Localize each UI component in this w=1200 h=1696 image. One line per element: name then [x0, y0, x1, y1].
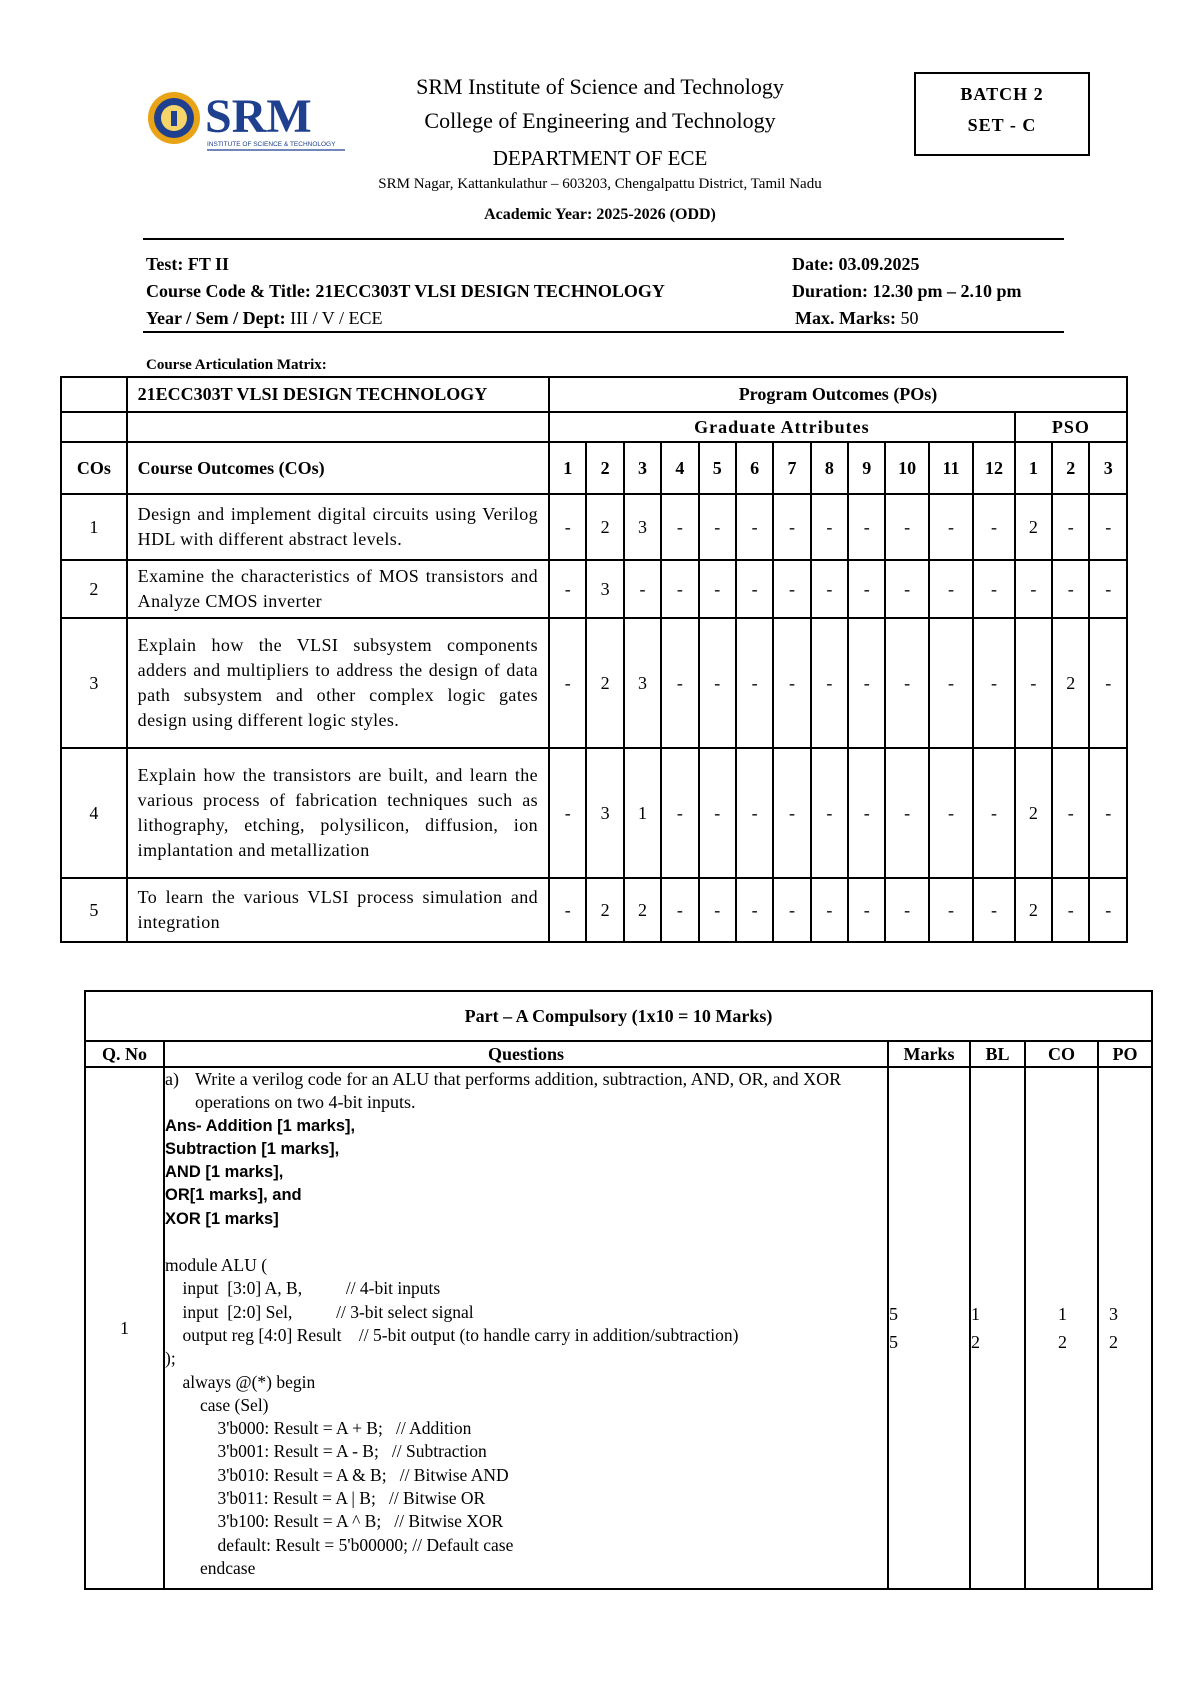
mapping-value: -: [973, 878, 1014, 942]
course-outcome-text: To learn the various VLSI process simulation and integration: [127, 878, 549, 942]
department-name: DEPARTMENT OF ECE: [492, 146, 708, 170]
mapping-value: -: [773, 494, 810, 560]
logo-subtext: INSTITUTE OF SCIENCE & TECHNOLOGY: [207, 141, 336, 148]
pso-header: PSO: [1015, 412, 1127, 442]
mapping-value: 2: [586, 618, 623, 748]
year-info: Year / Sem / Dept: III / V / ECE: [146, 308, 383, 328]
mapping-value: 1: [624, 748, 661, 878]
mapping-value: -: [973, 618, 1014, 748]
pso-number: 3: [1089, 442, 1127, 494]
duration-info: Duration: 12.30 pm – 2.10 pm: [792, 281, 1022, 301]
mapping-value: -: [811, 560, 848, 618]
mapping-value: -: [885, 560, 928, 618]
academic-year: Academic Year: 2025-2026 (ODD): [484, 206, 716, 223]
code-line: input [3:0] A, B, // 4-bit inputs: [165, 1278, 441, 1299]
answer-line: Ans- Addition [1 marks],: [165, 1116, 356, 1135]
set-label: SET - C: [967, 115, 1037, 135]
code-line: input [2:0] Sel, // 3-bit select signal: [165, 1301, 474, 1322]
mapping-value: -: [885, 878, 928, 942]
mapping-value: -: [973, 560, 1014, 618]
mapping-value: -: [773, 878, 810, 942]
mapping-value: -: [699, 560, 736, 618]
mapping-value: -: [699, 618, 736, 748]
co-value: 2: [1058, 1332, 1067, 1352]
question-body: [164, 1067, 888, 1589]
mapping-value: -: [736, 560, 773, 618]
course-value: 21ECC303T VLSI DESIGN TECHNOLOGY: [315, 281, 665, 301]
mapping-value: -: [624, 560, 661, 618]
mapping-value: -: [929, 560, 973, 618]
course-outcome-text: Examine the characteristics of MOS transistors and Analyze CMOS inverter: [127, 560, 549, 618]
matrix-row: [61, 494, 1127, 560]
co-number: 1: [61, 494, 127, 560]
outcomes-header: Course Outcomes (COs): [127, 442, 549, 494]
pso-number: 2: [1052, 442, 1089, 494]
answer-key: [165, 1115, 887, 1231]
mapping-value: -: [549, 560, 586, 618]
marks-info: Max. Marks: 50: [795, 308, 919, 328]
course-outcome-text: Design and implement digital circuits using Verilog HDL with different abstract levels.: [127, 494, 549, 560]
question-row: [85, 1067, 1152, 1589]
code-line: 3'b001: Result = A - B; // Subtraction: [165, 1441, 487, 1462]
po-number: 10: [885, 442, 928, 494]
mapping-value: -: [848, 618, 885, 748]
mapping-value: -: [661, 878, 698, 942]
mapping-value: -: [1052, 494, 1089, 560]
bl-value: 1: [971, 1304, 980, 1324]
mapping-value: -: [848, 560, 885, 618]
po-number: 3: [624, 442, 661, 494]
code-line: default: Result = 5'b00000; // Default case: [165, 1534, 514, 1555]
po-number: 2: [586, 442, 623, 494]
mapping-value: -: [885, 748, 928, 878]
mapping-value: -: [699, 748, 736, 878]
mapping-value: 2: [1015, 494, 1052, 560]
mapping-value: -: [1089, 748, 1127, 878]
question-bl: [970, 1067, 1025, 1589]
mapping-value: -: [973, 748, 1014, 878]
mapping-value: -: [811, 494, 848, 560]
question-marks: [888, 1067, 970, 1589]
matrix-course-title: 21ECC303T VLSI DESIGN TECHNOLOGY: [127, 377, 549, 412]
po-number: 4: [661, 442, 698, 494]
mapping-value: -: [736, 878, 773, 942]
mapping-value: -: [1052, 748, 1089, 878]
bl-header: BL: [970, 1041, 1025, 1067]
mapping-value: -: [661, 494, 698, 560]
mapping-value: -: [736, 494, 773, 560]
mapping-value: -: [1052, 560, 1089, 618]
divider-top: [143, 238, 1064, 240]
code-line: 3'b000: Result = A + B; // Addition: [165, 1418, 472, 1439]
part-a-table: [84, 990, 1153, 1590]
mapping-value: -: [1052, 878, 1089, 942]
course-outcome-text: Explain how the transistors are built, and learn the various process of fabrication techniques such as lithography, etching, polysilicon, diffusion, ion implantation and metallization: [127, 748, 549, 878]
mapping-value: -: [1089, 618, 1127, 748]
cos-header: COs: [61, 442, 127, 494]
mapping-value: -: [549, 618, 586, 748]
code-line: 3'b011: Result = A | B; // Bitwise OR: [165, 1488, 486, 1509]
test-value: FT II: [187, 254, 230, 274]
mapping-value: -: [1015, 618, 1052, 748]
po-number: 12: [973, 442, 1014, 494]
co-number: 3: [61, 618, 127, 748]
course-info: Course Code & Title: 21ECC303T VLSI DESIGN TECHNOLOGY: [146, 281, 665, 301]
qno-header: Q. No: [85, 1041, 164, 1067]
graduate-attributes-header: Graduate Attributes: [549, 412, 1015, 442]
code-line: always @(*) begin: [165, 1371, 316, 1392]
questions-header: Questions: [164, 1041, 888, 1067]
divider-bottom: [143, 331, 1064, 333]
code-line: endcase: [165, 1557, 256, 1578]
mapping-value: -: [1015, 560, 1052, 618]
duration-value: 12.30 pm – 2.10 pm: [872, 281, 1022, 301]
co-header: CO: [1025, 1041, 1098, 1067]
mapping-value: -: [1089, 494, 1127, 560]
answer-line: AND [1 marks],: [165, 1163, 284, 1182]
question-number: 1: [85, 1067, 164, 1589]
program-outcomes-header: Program Outcomes (POs): [549, 377, 1127, 412]
mapping-value: -: [811, 878, 848, 942]
mapping-value: -: [848, 748, 885, 878]
po-number: 7: [773, 442, 810, 494]
question-prompt: Write a verilog code for an ALU that performs addition, subtraction, AND, OR, and XOR operations on two 4-bit inputs.: [195, 1069, 842, 1113]
mapping-value: 2: [586, 494, 623, 560]
mapping-value: 3: [586, 748, 623, 878]
verilog-code: [165, 1254, 887, 1580]
po-number: 1: [549, 442, 586, 494]
mapping-value: -: [661, 748, 698, 878]
course-outcome-text: Explain how the VLSI subsystem components adders and multipliers to address the design of data path subsystem and other complex logic gates design using different logic styles.: [127, 618, 549, 748]
mapping-value: 2: [1015, 748, 1052, 878]
answer-line: XOR [1 marks]: [165, 1209, 279, 1228]
mapping-value: -: [549, 494, 586, 560]
mapping-value: -: [699, 494, 736, 560]
matrix-row: [61, 878, 1127, 942]
marks-value: 5: [889, 1304, 898, 1324]
year-value: III / V / ECE: [290, 308, 383, 328]
bl-value: 2: [971, 1332, 980, 1352]
mapping-value: -: [929, 878, 973, 942]
po-number: 9: [848, 442, 885, 494]
marks-value: 5: [889, 1332, 898, 1352]
mapping-value: -: [1089, 878, 1127, 942]
course-articulation-matrix: [60, 376, 1128, 943]
mapping-value: -: [661, 560, 698, 618]
mapping-value: -: [885, 618, 928, 748]
part-a-title: Part – A Compulsory (1x10 = 10 Marks): [85, 991, 1152, 1041]
mapping-value: -: [549, 748, 586, 878]
test-info: Test: FT II: [146, 254, 230, 274]
mapping-value: 2: [586, 878, 623, 942]
matrix-caption: Course Articulation Matrix:: [146, 357, 327, 373]
batch-box: [914, 72, 1090, 156]
mapping-value: 3: [624, 494, 661, 560]
mapping-value: -: [549, 878, 586, 942]
mapping-value: -: [929, 494, 973, 560]
code-line: 3'b100: Result = A ^ B; // Bitwise XOR: [165, 1511, 504, 1532]
mapping-value: -: [848, 878, 885, 942]
po-value: 2: [1109, 1332, 1118, 1352]
mapping-value: -: [736, 748, 773, 878]
mapping-value: -: [699, 878, 736, 942]
mapping-value: 2: [1052, 618, 1089, 748]
college-name: College of Engineering and Technology: [424, 108, 776, 133]
mapping-value: -: [848, 494, 885, 560]
date-info: Date: 03.09.2025: [792, 254, 920, 274]
po-number: 11: [929, 442, 973, 494]
co-number: 2: [61, 560, 127, 618]
date-value: 03.09.2025: [838, 254, 920, 274]
answer-line: OR[1 marks], and: [165, 1186, 302, 1205]
mapping-value: -: [773, 560, 810, 618]
address: SRM Nagar, Kattankulathur – 603203, Chengalpattu District, Tamil Nadu: [378, 176, 822, 192]
mapping-value: -: [661, 618, 698, 748]
po-number: 5: [699, 442, 736, 494]
co-number: 4: [61, 748, 127, 878]
question-po: [1098, 1067, 1152, 1589]
mapping-value: 2: [1015, 878, 1052, 942]
mapping-value: -: [929, 618, 973, 748]
po-header: PO: [1098, 1041, 1152, 1067]
mapping-value: -: [773, 748, 810, 878]
matrix-number-row: [61, 442, 1127, 494]
batch-label: BATCH 2: [960, 84, 1044, 104]
mapping-value: -: [811, 748, 848, 878]
question-co: [1025, 1067, 1098, 1589]
mapping-value: -: [773, 618, 810, 748]
matrix-row: [61, 748, 1127, 878]
pso-number: 1: [1015, 442, 1052, 494]
code-line: );: [165, 1348, 176, 1369]
matrix-title-row: [61, 377, 1127, 412]
mapping-value: -: [973, 494, 1014, 560]
mapping-value: -: [885, 494, 928, 560]
code-line: module ALU (: [165, 1255, 268, 1276]
mapping-value: -: [929, 748, 973, 878]
code-line: case (Sel): [165, 1394, 269, 1415]
mapping-value: 2: [624, 878, 661, 942]
matrix-row: [61, 560, 1127, 618]
marks-value: 50: [900, 308, 919, 328]
mapping-value: 3: [624, 618, 661, 748]
mapping-value: -: [811, 618, 848, 748]
mapping-value: 3: [586, 560, 623, 618]
po-number: 8: [811, 442, 848, 494]
logo-text: SRM: [205, 90, 312, 143]
po-number: 6: [736, 442, 773, 494]
institution-name: SRM Institute of Science and Technology: [416, 74, 784, 99]
po-value: 3: [1109, 1304, 1118, 1324]
matrix-group-row: [61, 412, 1127, 442]
question-part-label: a): [165, 1069, 179, 1089]
marks-header: Marks: [888, 1041, 970, 1067]
answer-line: Subtraction [1 marks],: [165, 1139, 340, 1158]
mapping-value: -: [1089, 560, 1127, 618]
co-value: 1: [1058, 1304, 1067, 1324]
matrix-row: [61, 618, 1127, 748]
co-number: 5: [61, 878, 127, 942]
code-line: output reg [4:0] Result // 5-bit output (to handle carry in addition/subtraction): [165, 1324, 739, 1345]
code-line: 3'b010: Result = A & B; // Bitwise AND: [165, 1464, 509, 1485]
mapping-value: -: [736, 618, 773, 748]
